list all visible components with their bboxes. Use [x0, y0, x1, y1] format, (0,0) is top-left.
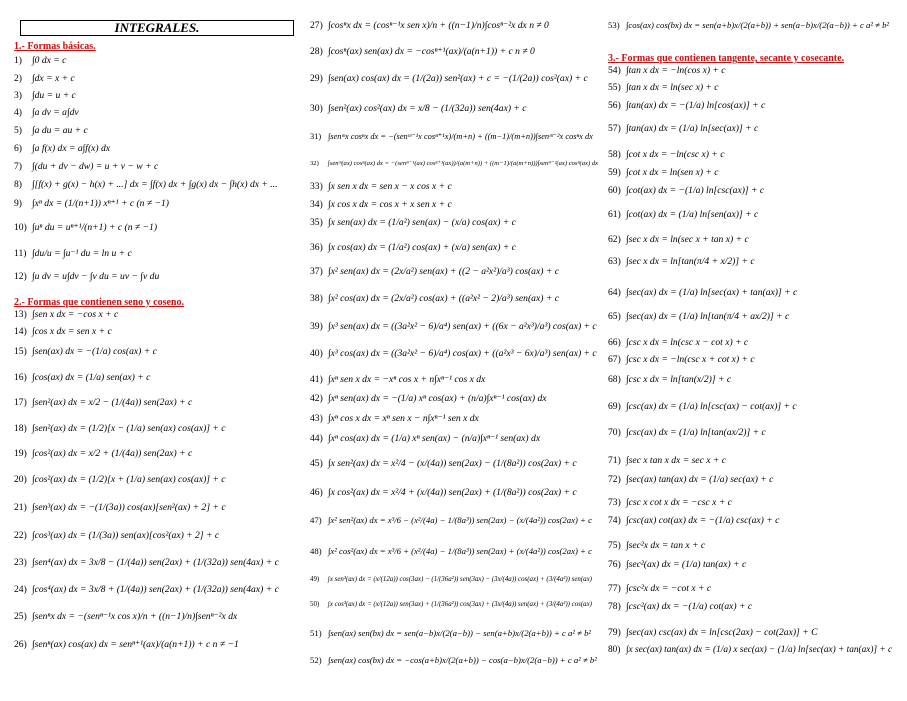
formula-expression: ∫x³ cos(ax) dx = ((3a²x² − 6)/a⁴) cos(ax) + ((a²x³ − 6x)/a³) sen(ax) + c — [328, 348, 597, 359]
formula-number: 74) — [608, 515, 621, 526]
formula-expression: ∫sec x dx = ln(sec x + tan x) + c — [626, 234, 749, 245]
formula-expression: ∫sec x tan x dx = sec x + c — [626, 455, 727, 466]
formula-number: 26) — [14, 639, 27, 650]
formula-number: 78) — [608, 601, 621, 612]
formula-item — [608, 311, 789, 322]
formula-number: 33) — [310, 181, 323, 192]
formula-number: 52) — [310, 655, 322, 665]
formula-expression: ∫csc x dx = −ln(csc x + cot x) + c — [626, 354, 755, 365]
formula-item — [608, 354, 755, 365]
formula-number: 7) — [14, 161, 22, 172]
formula-item — [608, 209, 758, 220]
formula-expression: ∫x cos²(ax) dx = x²/4 + (x/(4a)) sen(2ax) + (1/(8a²)) cos(2ax) + c — [328, 487, 577, 498]
formula-number: 15) — [14, 346, 27, 357]
formula-item — [310, 73, 588, 84]
formula-number: 31) — [310, 132, 322, 141]
formula-number: 53) — [608, 20, 620, 30]
formula-expression: ∫x cos(ax) dx = (1/a²) cos(ax) + (x/a) sen(ax) + c — [328, 242, 516, 253]
formula-number: 49) — [310, 576, 320, 583]
formula-item — [310, 217, 516, 228]
formula-number: 18) — [14, 423, 27, 434]
formula-item — [310, 576, 592, 583]
formula-item — [608, 540, 705, 551]
formula-expression: ∫csc x cot x dx = −csc x + c — [626, 497, 732, 508]
formula-expression: ∫sen x dx = −cos x + c — [32, 309, 119, 320]
formula-item — [310, 487, 577, 498]
formula-item — [608, 583, 711, 594]
formula-number: 42) — [310, 393, 323, 404]
formula-expression: ∫x² sen²(ax) dx = x³/6 − (x²/(4a) − 1/(8a³)) sen(2ax) − (x/(4a²)) cos(2ax) + c — [328, 515, 592, 525]
formula-expression: ∫csc(ax) dx = (1/a) ln[csc(ax) − cot(ax)] + c — [626, 401, 797, 412]
formula-expression: ∫sec(ax) csc(ax) dx = ln[csc(2ax) − cot(2ax)] + C — [626, 627, 818, 638]
formula-number: 13) — [14, 309, 27, 320]
formula-item — [608, 234, 749, 245]
formula-number: 70) — [608, 427, 621, 438]
formula-item — [310, 181, 452, 192]
formula-expression: ∫csc²(ax) dx = −(1/a) cot(ax) + c — [626, 601, 753, 612]
formula-number: 68) — [608, 374, 621, 385]
formula-expression: ∫x sen x dx = sen x − x cos x + c — [328, 181, 452, 192]
formula-item — [608, 601, 752, 612]
formula-item — [608, 559, 746, 570]
formula-number: 61) — [608, 209, 621, 220]
formula-number: 55) — [608, 82, 621, 93]
formula-item — [608, 167, 719, 178]
formula-item — [608, 287, 797, 298]
formula-number: 2) — [14, 73, 22, 84]
formula-number: 72) — [608, 474, 621, 485]
formula-expression: ∫tan x dx = ln(sec x) + c — [626, 82, 719, 93]
formula-number: 9) — [14, 198, 22, 209]
formula-item — [310, 321, 597, 332]
formula-item — [310, 393, 547, 404]
formula-item — [14, 55, 66, 66]
formula-number: 45) — [310, 458, 323, 469]
formula-number: 80) — [608, 645, 621, 655]
formula-item — [14, 90, 76, 101]
formula-number: 35) — [310, 217, 323, 228]
formula-item — [14, 309, 118, 320]
formula-item — [14, 611, 237, 622]
formula-number: 46) — [310, 487, 323, 498]
formula-expression: ∫cosⁿ(ax) sen(ax) dx = −cosⁿ⁺¹(ax)/(a(n+1)) + c n ≠ 0 — [328, 46, 535, 57]
formula-number: 50) — [310, 601, 320, 608]
formula-expression: ∫cos⁴(ax) dx = 3x/8 + (1/(4a)) sen(2ax) + (1/(32a)) sen(4ax) + c — [32, 584, 279, 595]
formula-number: 20) — [14, 474, 27, 485]
formula-expression: ∫cos²(ax) dx = (1/2)[x + (1/a) sen(ax) cos(ax)] + c — [32, 474, 226, 485]
formula-number: 37) — [310, 266, 323, 277]
formula-expression: ∫xⁿ cos(ax) dx = (1/a) xⁿ sen(ax) − (n/a)∫xⁿ⁻¹ sen(ax) dx — [328, 433, 541, 444]
formula-item — [608, 82, 719, 93]
formula-expression: ∫cot(ax) dx = (1/a) ln[sen(ax)] + c — [626, 209, 759, 220]
formula-number: 30) — [310, 103, 323, 114]
formula-expression: ∫x cos x dx = cos x + x sen x + c — [328, 199, 452, 210]
formula-item — [14, 222, 157, 233]
formula-expression: ∫du = u + c — [32, 90, 76, 101]
formula-expression: ∫cos(ax) cos(bx) dx = sen(a+b)x/(2(a+b)) + sen(a−b)x/(2(a−b)) + c a² ≠ b² — [626, 20, 890, 30]
formula-number: 47) — [310, 515, 322, 525]
formula-item — [310, 242, 516, 253]
formula-number: 40) — [310, 348, 323, 359]
formula-expression: ∫xⁿ dx = (1/(n+1)) xⁿ⁺¹ + c (n ≠ −1) — [32, 198, 170, 209]
formula-item — [14, 271, 159, 282]
formula-expression: ∫sen(ax) cos(bx) dx = −cos(a+b)x/(2(a+b)) − cos(a−b)x/(2(a−b)) + c a² ≠ b² — [328, 655, 597, 665]
formula-item — [608, 427, 766, 438]
formula-number: 36) — [310, 242, 323, 253]
formula-number: 16) — [14, 372, 27, 383]
formula-number: 56) — [608, 100, 621, 111]
formula-item — [310, 433, 540, 444]
formula-item — [14, 179, 277, 190]
formula-expression: ∫sen(ax) cos(ax) dx = (1/(2a)) sen²(ax) + c = −(1/(2a)) cos²(ax) + c — [328, 73, 588, 84]
formula-item — [310, 159, 598, 167]
formula-item — [310, 601, 592, 608]
formula-number: 19) — [14, 448, 27, 459]
formula-expression: ∫sec(ax) dx = (1/a) ln[sec(ax) + tan(ax)] + c — [626, 287, 798, 298]
formula-expression: ∫cos³(ax) dx = (1/(3a)) sen(ax)[cos²(ax) + 2] + c — [32, 530, 220, 541]
formula-expression: ∫csc(ax) dx = (1/a) ln[tan(ax/2)] + c — [626, 427, 766, 438]
formula-number: 21) — [14, 502, 27, 513]
formula-item — [310, 374, 485, 385]
formula-item — [608, 149, 725, 160]
formula-number: 75) — [608, 540, 621, 551]
formula-expression: ∫[f(x) + g(x) − h(x) + ...] dx = ∫f(x) dx + ∫g(x) dx − ∫h(x) dx + ... — [32, 179, 278, 190]
formula-expression: ∫dx = x + c — [32, 73, 75, 84]
formula-number: 25) — [14, 611, 27, 622]
formula-number: 60) — [608, 185, 621, 196]
formula-number: 58) — [608, 149, 621, 160]
formula-expression: ∫cot x dx = −ln(csc x) + c — [626, 149, 725, 160]
formula-item — [608, 474, 773, 485]
formula-item — [608, 627, 817, 638]
formula-item — [14, 557, 279, 568]
formula-expression: ∫csc x dx = ln[tan(x/2)] + c — [626, 374, 732, 385]
formula-number: 76) — [608, 559, 621, 570]
formula-item — [608, 455, 726, 466]
formula-item — [608, 256, 755, 267]
formula-number: 8) — [14, 179, 22, 190]
formula-expression: ∫cos(ax) dx = (1/a) sen(ax) + c — [32, 372, 151, 383]
formula-expression: ∫x sen²(ax) dx = x²/4 − (x/(4a)) sen(2ax) − (1/(8a²)) cos(2ax) + c — [328, 458, 577, 469]
formula-number: 63) — [608, 256, 621, 267]
formula-item — [14, 107, 79, 118]
formula-expression: ∫sen²(ax) dx = (1/2)[x − (1/a) sen(ax) cos(ax)] + c — [32, 423, 226, 434]
formula-number: 79) — [608, 627, 621, 638]
formula-item — [608, 185, 764, 196]
formula-item — [14, 73, 75, 84]
formula-expression: ∫sen²(ax) cos²(ax) dx = x/8 − (1/(32a)) sen(4ax) + c — [328, 103, 527, 114]
formula-item — [310, 546, 592, 556]
formula-number: 4) — [14, 107, 22, 118]
formula-number: 14) — [14, 326, 27, 337]
formula-expression: ∫csc²x dx = −cot x + c — [626, 583, 712, 594]
formula-item — [14, 423, 226, 434]
formula-item — [14, 326, 112, 337]
formula-number: 29) — [310, 73, 323, 84]
formula-item — [310, 266, 559, 277]
formula-expression: ∫sen³(ax) dx = −(1/(3a)) cos(ax)[sen²(ax) + 2] + c — [32, 502, 226, 513]
formula-number: 51) — [310, 628, 322, 638]
formula-number: 66) — [608, 337, 621, 348]
formula-number: 24) — [14, 584, 27, 595]
formula-expression: ∫x³ sen(ax) dx = ((3a²x² − 6)/a⁴) sen(ax) + ((6x − a²x³)/a³) cos(ax) + c — [328, 321, 597, 332]
formula-item — [608, 515, 779, 526]
formula-item — [608, 401, 797, 412]
formula-expression: ∫0 dx = c — [32, 55, 67, 66]
formula-item — [310, 131, 593, 141]
formula-expression: ∫a f(x) dx = a∫f(x) dx — [32, 143, 111, 154]
formula-item — [310, 103, 527, 114]
formula-expression: ∫tan(ax) dx = (1/a) ln[sec(ax)] + c — [626, 123, 759, 134]
formula-expression: ∫x sec(ax) tan(ax) dx = (1/a) x sec(ax) − (1/a) ln[sec(ax) + tan(ax)] + c — [626, 645, 893, 655]
formula-item — [14, 502, 226, 513]
formula-item — [310, 199, 452, 210]
formula-expression: ∫cos²(ax) dx = x/2 + (1/(4a)) sen(2ax) + c — [32, 448, 193, 459]
formula-number: 23) — [14, 557, 27, 568]
formula-number: 10) — [14, 222, 27, 233]
formula-item — [14, 397, 192, 408]
formula-expression: ∫x² sen(ax) dx = (2x/a²) sen(ax) + ((2 − a²x²)/a³) cos(ax) + c — [328, 266, 559, 277]
formula-expression: ∫sec²(ax) dx = (1/a) tan(ax) + c — [626, 559, 747, 570]
formula-expression: ∫sen(ax) sen(bx) dx = sen(a−b)x/(2(a−b)) − sen(a+b)x/(2(a+b)) + c a² ≠ b² — [328, 628, 592, 638]
formula-expression: ∫sec²x dx = tan x + c — [626, 540, 706, 551]
formula-number: 32) — [310, 160, 319, 167]
formula-number: 59) — [608, 167, 621, 178]
formula-expression: ∫du/u = ∫u⁻¹ du = ln u + c — [32, 248, 132, 259]
formula-number: 77) — [608, 583, 621, 594]
formula-number: 57) — [608, 123, 621, 134]
formula-number: 11) — [14, 248, 27, 259]
formula-number: 69) — [608, 401, 621, 412]
formula-number: 41) — [310, 374, 323, 385]
formula-number: 64) — [608, 287, 621, 298]
formula-expression: ∫senⁿ(ax) cos(ax) dx = senⁿ⁺¹(ax)/(a(n+1)) + c n ≠ −1 — [32, 639, 239, 650]
formula-item — [608, 100, 765, 111]
formula-number: 38) — [310, 293, 323, 304]
formula-number: 17) — [14, 397, 27, 408]
formula-number: 3) — [14, 90, 22, 101]
formula-number: 39) — [310, 321, 323, 332]
formula-item — [608, 374, 731, 385]
formula-number: 54) — [608, 65, 621, 76]
formula-item — [14, 161, 158, 172]
formula-expression: ∫cos x dx = sen x + c — [32, 326, 112, 337]
formula-expression: ∫x cos³(ax) dx = (x/(12a)) sen(3ax) + (1/(36a²)) cos(3ax) + (3x/(4a)) sen(ax) + (3/(4a²)) cos(ax) — [328, 601, 592, 608]
formula-item — [608, 337, 748, 348]
formula-item — [310, 413, 479, 424]
formula-number: 28) — [310, 46, 323, 57]
formula-item — [608, 20, 889, 30]
formula-item — [14, 530, 219, 541]
formula-expression: ∫cot x dx = ln(sen x) + c — [626, 167, 719, 178]
formula-expression: ∫xⁿ cos x dx = xⁿ sen x − n∫xⁿ⁻¹ sen x dx — [328, 413, 479, 424]
formula-item — [310, 515, 592, 525]
formula-expression: ∫sec x dx = ln[tan(π/4 + x/2)] + c — [626, 256, 755, 267]
formula-number: 65) — [608, 311, 621, 322]
formula-number: 5) — [14, 125, 22, 136]
formula-item — [608, 123, 758, 134]
formula-number: 67) — [608, 354, 621, 365]
formula-number: 1) — [14, 55, 22, 66]
formula-expression: ∫a du = au + c — [32, 125, 88, 136]
formula-number: 22) — [14, 530, 27, 541]
section-heading-s2: 2.- Formas que contienen seno y coseno. — [14, 297, 184, 308]
formula-expression: ∫cot(ax) dx = −(1/a) ln[csc(ax)] + c — [626, 185, 765, 196]
formula-expression: ∫sen(ax) dx = −(1/a) cos(ax) + c — [32, 346, 157, 357]
formula-item — [608, 645, 892, 655]
formula-number: 27) — [310, 20, 323, 31]
formula-expression: ∫sen²(ax) dx = x/2 − (1/(4a)) sen(2ax) + c — [32, 397, 193, 408]
formula-expression: ∫sec(ax) tan(ax) dx = (1/a) sec(ax) + c — [626, 474, 774, 485]
formula-item — [14, 346, 157, 357]
formula-item — [14, 198, 169, 209]
formula-number: 43) — [310, 413, 323, 424]
formula-item — [310, 46, 535, 57]
formula-item — [14, 639, 239, 650]
formula-expression: ∫(du + dv − dw) = u + v − w + c — [32, 161, 159, 172]
formula-expression: ∫sec(ax) dx = (1/a) ln[tan(π/4 + ax/2)] + c — [626, 311, 790, 322]
formula-expression: ∫uⁿ du = uⁿ⁺¹/(n+1) + c (n ≠ −1) — [32, 222, 158, 233]
page-title: INTEGRALES. — [20, 20, 294, 36]
formula-item — [608, 497, 732, 508]
section-heading-s1: 1.- Formas básicas. — [14, 41, 96, 52]
formula-item — [310, 655, 597, 665]
formula-item — [14, 448, 192, 459]
formula-item — [14, 372, 150, 383]
formula-expression: ∫u dv = u∫dv − ∫v du = uv − ∫v du — [32, 271, 160, 282]
formula-number: 48) — [310, 546, 322, 556]
formula-expression: ∫x sen(ax) dx = (1/a²) sen(ax) − (x/a) cos(ax) + c — [328, 217, 516, 228]
formula-expression: ∫senᵐx cosⁿx dx = −(senᵐ⁻¹x cosⁿ⁺¹x)/(m+n) + ((m−1)/(m+n))∫senᵐ⁻²x cosⁿx dx — [328, 132, 593, 141]
formula-expression: ∫senⁿx dx = −(senⁿ⁻¹x cos x)/n + ((n−1)/n)∫senⁿ⁻²x dx — [32, 611, 238, 622]
formula-expression: ∫cosⁿx dx = (cosⁿ⁻¹x sen x)/n + ((n−1)/n)∫cosⁿ⁻²x dx n ≠ 0 — [328, 20, 549, 31]
formula-number: 34) — [310, 199, 323, 210]
formula-item — [310, 458, 577, 469]
formula-expression: ∫x sen³(ax) dx = (x/(12a)) cos(3ax) − (1/(36a²)) sen(3ax) − (3x/(4a)) cos(ax) + (3/(4a²)) sen(ax) — [328, 576, 592, 583]
formula-item — [310, 628, 591, 638]
formula-item — [608, 65, 726, 76]
formula-expression: ∫csc(ax) cot(ax) dx = −(1/a) csc(ax) + c — [626, 515, 780, 526]
formula-expression: ∫xⁿ sen(ax) dx = −(1/a) xⁿ cos(ax) + (n/a)∫xⁿ⁻¹ cos(ax) dx — [328, 393, 547, 404]
formula-item — [14, 248, 132, 259]
formula-item — [14, 125, 88, 136]
formula-number: 12) — [14, 271, 27, 282]
formula-expression: ∫x² cos(ax) dx = (2x/a²) cos(ax) + ((a²x² − 2)/a³) sen(ax) + c — [328, 293, 559, 304]
formula-number: 62) — [608, 234, 621, 245]
formula-expression: ∫tan x dx = −ln(cos x) + c — [626, 65, 726, 76]
formula-expression: ∫csc x dx = ln(csc x − cot x) + c — [626, 337, 749, 348]
formula-number: 44) — [310, 433, 323, 444]
formula-item — [310, 348, 597, 359]
formula-number: 6) — [14, 143, 22, 154]
formula-item — [14, 584, 279, 595]
formula-item — [14, 474, 226, 485]
formula-expression: ∫x² cos²(ax) dx = x³/6 + (x²/(4a) − 1/(8a³)) sen(2ax) + (x/(4a²)) cos(2ax) + c — [328, 546, 592, 556]
formula-expression: ∫xⁿ sen x dx = −xⁿ cos x + n∫xⁿ⁻¹ cos x dx — [328, 374, 486, 385]
formula-expression: ∫a dv = a∫dv — [32, 107, 79, 118]
formula-expression: ∫tan(ax) dx = −(1/a) ln[cos(ax)] + c — [626, 100, 766, 111]
formula-number: 73) — [608, 497, 621, 508]
formula-item — [310, 20, 549, 31]
formula-expression: ∫senᵐ(ax) cosⁿ(ax) dx = −(senᵐ⁻¹(ax) cosⁿ⁺¹(ax))/(a(m+n)) + ((m−1)/(a(m+n)))∫senᵐ⁻²(ax) cosⁿ(ax) dx — [328, 160, 599, 167]
formula-item — [310, 293, 559, 304]
formula-expression: ∫sen⁴(ax) dx = 3x/8 − (1/(4a)) sen(2ax) + (1/(32a)) sen(4ax) + c — [32, 557, 279, 568]
section-heading-s3: 3.- Formas que contienen tangente, secante y cosecante. — [608, 53, 845, 64]
formula-item — [14, 143, 110, 154]
formula-number: 71) — [608, 455, 621, 466]
